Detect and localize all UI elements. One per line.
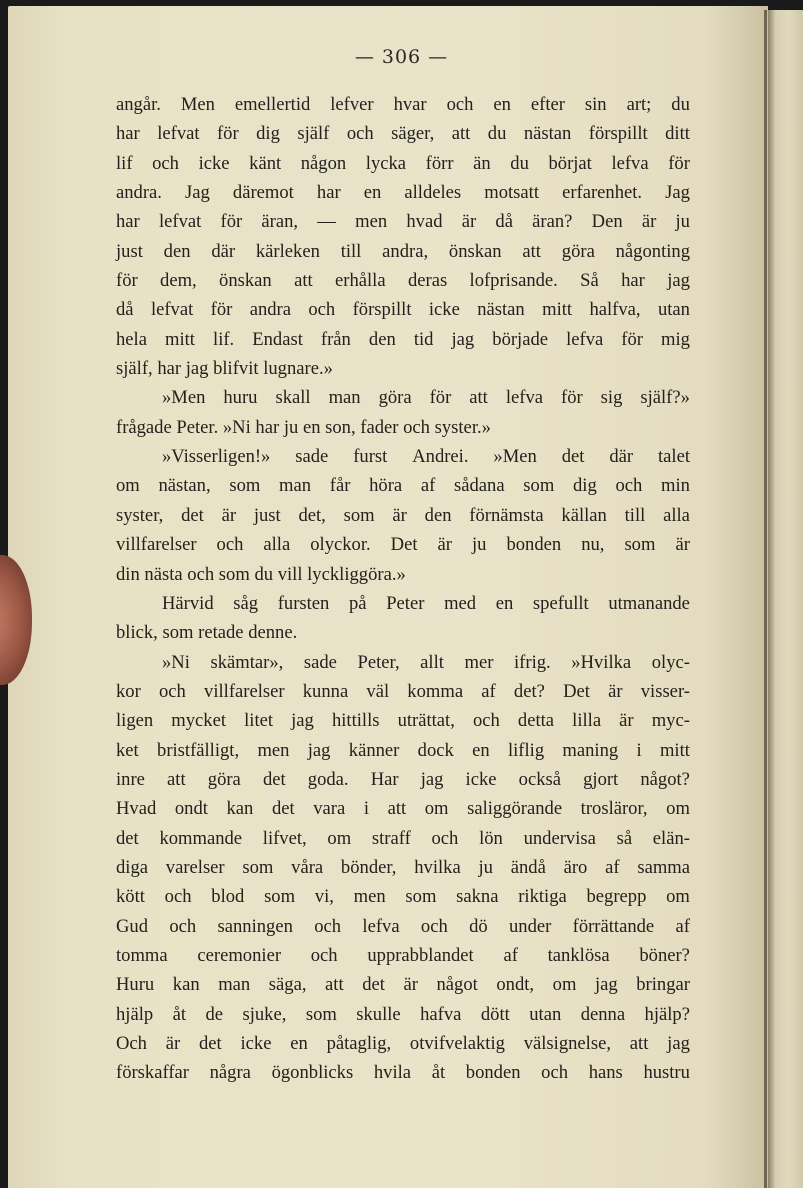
text-line: »Ni skämtar», sade Peter, allt mer ifrig. »Hvilka olyc-: [162, 651, 690, 673]
text-line: syster, det är just det, som är den förnämsta källan till alla: [116, 504, 690, 526]
body-text: [116, 90, 690, 1088]
text-line: just den där kärleken till andra, önskan att göra någonting: [116, 240, 690, 262]
text-line: har lefvat för dig själf och säger, att du nästan förspillt ditt: [116, 123, 690, 145]
text-line: tomma ceremonier och upprabblandet af tanklösa böner?: [116, 944, 690, 966]
text-line: då lefvat för andra och förspillt icke nästan mitt halfva, utan: [116, 299, 690, 321]
text-line: frågade Peter. »Ni har ju en son, fader och syster.»: [116, 416, 491, 438]
text-line: hjälp åt de sjuke, som skulle hafva dött utan denna hjälp?: [116, 1003, 690, 1025]
text-line: Härvid såg fursten på Peter med en spefullt utmanande: [162, 592, 690, 614]
text-line: om nästan, som man får höra af sådana som dig och min: [116, 475, 690, 497]
page-gutter-shadow: [764, 10, 767, 1188]
text-line: det kommande lifvet, om straff och lön undervisa så elän-: [116, 827, 690, 849]
text-line: »Visserligen!» sade furst Andrei. »Men det där talet: [162, 446, 690, 468]
text-line: för dem, önskan att erhålla deras lofprisande. Så har jag: [116, 270, 690, 292]
text-line: andra. Jag däremot har en alldeles motsatt erfarenhet. Jag: [116, 182, 690, 204]
text-line: angår. Men emellertid lefver hvar och en efter sin art; du: [116, 94, 690, 115]
text-line: blick, som retade denne.: [116, 622, 298, 644]
text-line: förskaffar några ögonblicks hvila åt bonden och hans hustru: [116, 1062, 690, 1084]
text-line: »Men huru skall man göra för att lefva för sig själf?»: [162, 387, 690, 409]
text-line: kött och blod som vi, men som sakna riktiga begrepp om: [116, 886, 690, 908]
text-line: ket bristfälligt, men jag känner dock en liflig maning i mitt: [116, 739, 690, 761]
page-number: — 306 —: [354, 46, 449, 68]
text-line: Huru kan man säga, att det är något ondt, om jag bringar: [116, 974, 690, 996]
text-line: hela mitt lif. Endast från den tid jag började lefva för mig: [116, 328, 690, 350]
text-line: ligen mycket litet jag hittills uträttat, och detta lilla är myc-: [116, 710, 690, 732]
text-line: Gud och sanningen och lefva och dö under förrättande af: [116, 915, 690, 937]
text-line: har lefvat för äran, — men hvad är då äran? Den är ju: [116, 211, 690, 233]
text-line: diga varelser som våra bönder, hvilka ju ändå äro af samma: [116, 856, 690, 878]
next-page-edge: [768, 10, 803, 1188]
text-line: din nästa och som du vill lyckliggöra.»: [116, 563, 406, 585]
text-line: villfarelser och alla olyckor. Det är ju bonden nu, som är: [116, 534, 690, 556]
text-line: lif och icke känt någon lycka förr än du börjat lefva för: [116, 152, 690, 174]
text-line: inre att göra det goda. Har jag icke också gjort något?: [116, 768, 690, 790]
text-line: kor och villfarelser kunna väl komma af det? Det är visser-: [116, 680, 690, 702]
text-line: Hvad ondt kan det vara i att om saliggörande trosläror, om: [116, 798, 690, 820]
text-line: själf, har jag blifvit lugnare.»: [116, 358, 333, 380]
text-line: Och är det icke en påtaglig, otvifvelaktig välsignelse, att jag: [116, 1033, 690, 1054]
